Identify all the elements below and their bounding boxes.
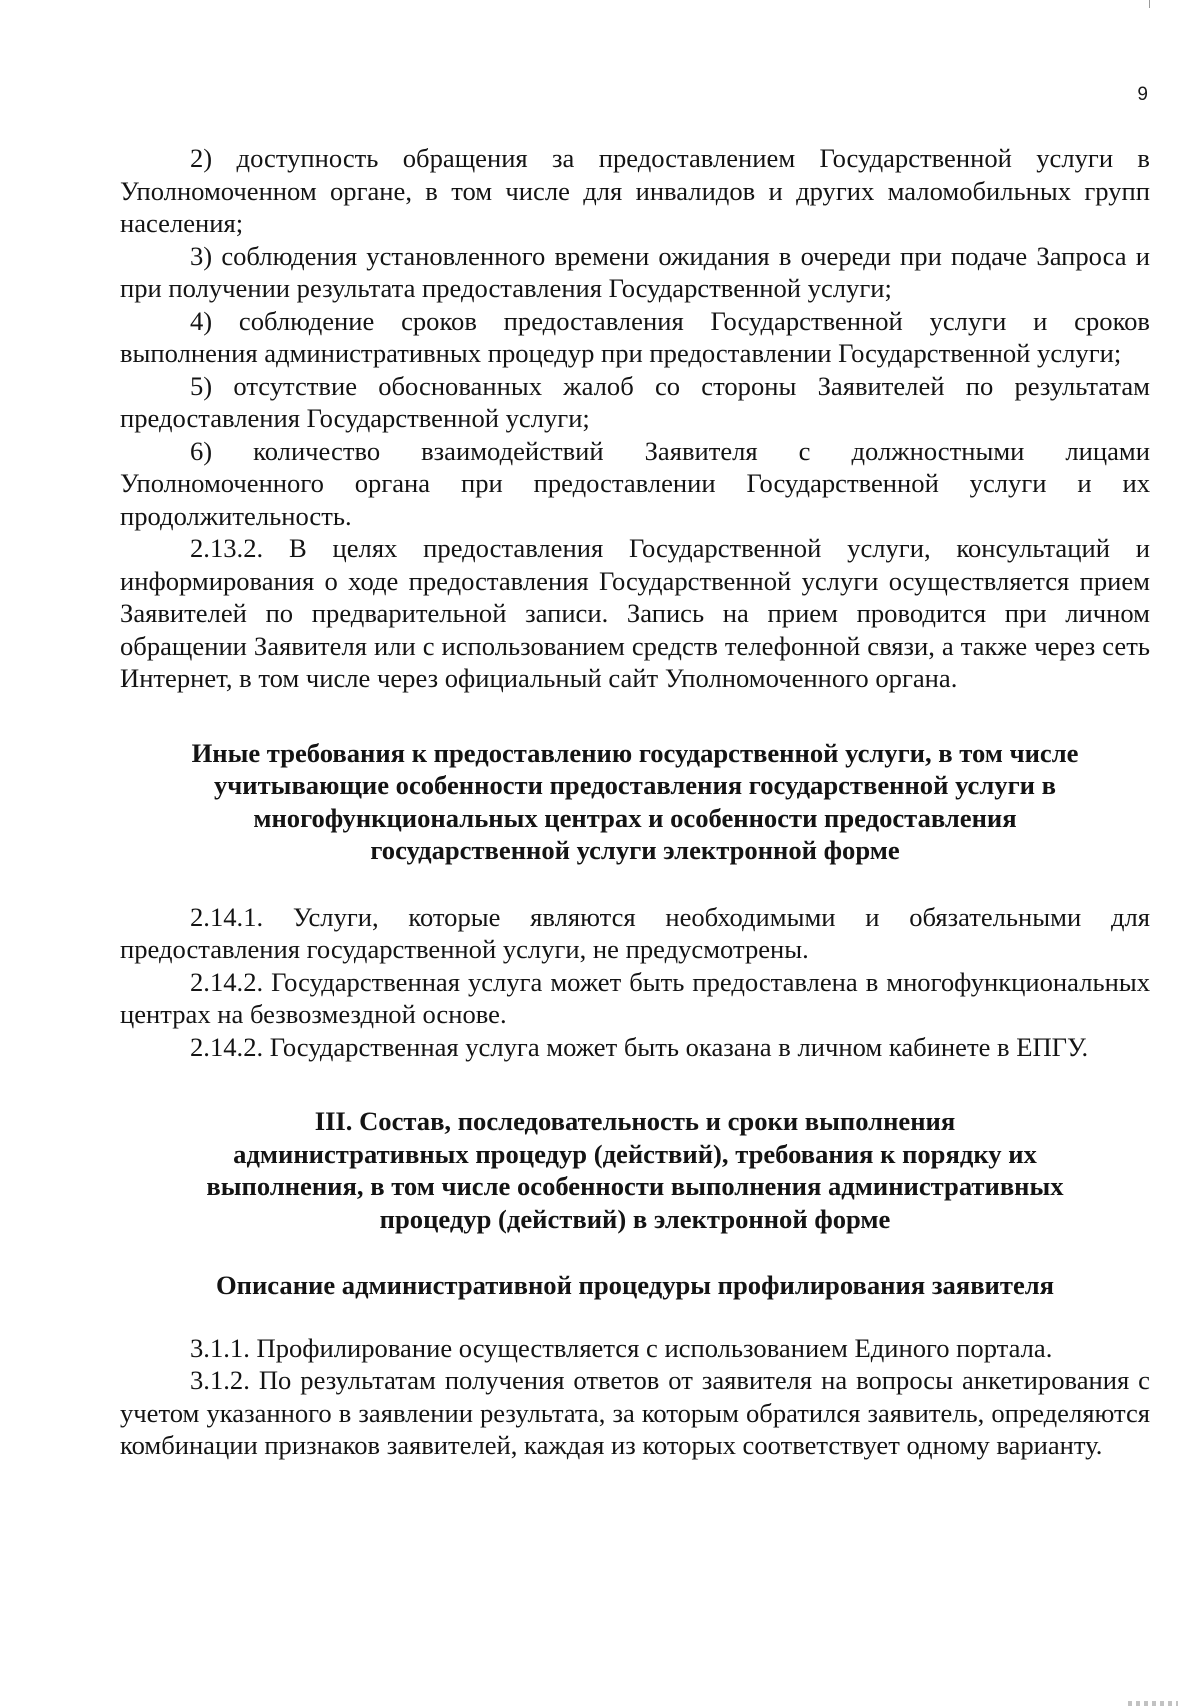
paragraph: 4) соблюдение сроков предоставления Государственной услуги и сроков выполнения административных процедур при предоставлении Государственной услуги;	[120, 305, 1150, 368]
section-heading	[120, 1105, 1150, 1235]
heading-line: учитывающие особенности предоставления государственной услуги в	[214, 770, 1056, 800]
page-number: 9	[1137, 84, 1148, 105]
spacer	[120, 1063, 1150, 1105]
spacer	[120, 867, 1150, 901]
scan-edge-mark	[1149, 0, 1150, 8]
spacer	[120, 1302, 1150, 1332]
section-heading	[120, 737, 1150, 867]
paragraph: 3) соблюдения установленного времени ожидания в очереди при подаче Запроса и при получении результата предоставления Государственной услуги;	[120, 240, 1150, 303]
paragraph: 3.1.2. По результатам получения ответов от заявителя на вопросы анкетирования с учетом указанного в заявлении результата, за которым обратился заявитель, определяются комбинации признаков заявителей, каждая из которых соответствует одному варианту.	[120, 1365, 1150, 1460]
heading-line: III. Состав, последовательность и сроки выполнения	[314, 1106, 956, 1136]
paragraph: 3.1.1. Профилирование осуществляется с использованием Единого портала.	[190, 1332, 1053, 1363]
heading-line: многофункциональных центрах и особенности предоставления	[253, 802, 1017, 833]
paragraph: 2.14.2. Государственная услуга может быть оказана в личном кабинете в ЕПГУ.	[190, 1031, 1089, 1062]
heading-line: Иные требования к предоставлению государственной услуги, в том числе	[191, 737, 1079, 768]
paragraph: 2.14.2. Государственная услуга может быть предоставлена в многофункциональных центрах на безвозмездной основе.	[120, 966, 1150, 1029]
document-body	[120, 142, 1150, 1462]
heading-line: выполнения, в том числе особенности выполнения административных	[206, 1171, 1064, 1201]
scan-edge-mark	[1128, 1701, 1178, 1706]
heading-line: процедур (действий) в электронной форме	[379, 1203, 891, 1234]
paragraph: 2.13.2. В целях предоставления Государственной услуги, консультаций и информирования о ходе предоставления Государственной услуги осуществляется прием Заявителей по предварительной записи. Запись на прием проводится при личном обращении Заявителя или с использованием средств телефонной связи, а также через сеть Интернет, в том числе через официальный сайт Уполномоченного органа.	[120, 533, 1150, 693]
paragraph: 5) отсутствие обоснованных жалоб со стороны Заявителей по результатам предоставления Государственной услуги;	[120, 370, 1150, 433]
heading-line: Описание административной процедуры профилирования заявителя	[215, 1270, 1055, 1300]
paragraph: 2.14.1. Услуги, которые являются необходимыми и обязательными для предоставления государственной услуги, не предусмотрены.	[120, 901, 1150, 964]
heading-line: государственной услуги электронной форме	[370, 835, 900, 865]
paragraph: 2) доступность обращения за предоставлением Государственной услуги в Уполномоченном органе, в том числе для инвалидов и других маломобильных групп населения;	[120, 143, 1150, 238]
section-heading	[120, 1269, 1150, 1302]
spacer	[120, 695, 1150, 737]
paragraph: 6) количество взаимодействий Заявителя с должностными лицами Уполномоченного органа при предоставлении Государственной услуги и их продолжительность.	[120, 435, 1150, 531]
heading-line: административных процедур (действий), требования к порядку их	[233, 1138, 1037, 1169]
spacer	[120, 1235, 1150, 1269]
